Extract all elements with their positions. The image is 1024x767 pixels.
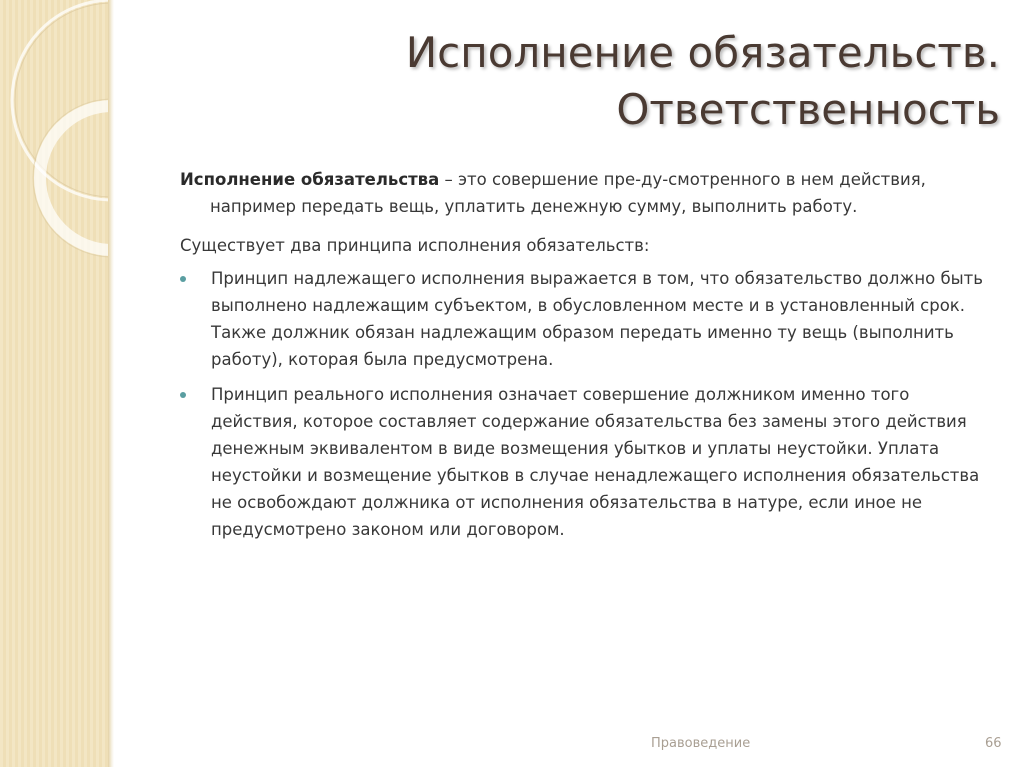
- slide-title: [280, 24, 1000, 138]
- definition-paragraph: [180, 166, 990, 220]
- title-line-1: Исполнение обязательств.: [405, 28, 1000, 77]
- list-item: [180, 381, 990, 543]
- list-item: [180, 265, 990, 373]
- footer-label: Правоведение: [651, 736, 751, 751]
- decorative-circles-icon: [0, 0, 108, 767]
- page-number: 66: [985, 736, 1002, 751]
- bullet-text: Принцип надлежащего исполнения выражается в том, что обязательство должно быть выполнено надлежащим субъектом, в обусловленном месте и в установленный срок. Также должник обязан надлежащим образом передать именно ту вещь (выполнить работу), которая была предусмотрена.: [211, 269, 983, 369]
- side-band-edge: [108, 0, 114, 767]
- definition-text: – это совершение пре-ду-смотренного в нем действия, например передать вещь, уплатить денежную сумму, выполнить работу.: [210, 170, 926, 216]
- bullet-dot-icon: [180, 392, 186, 398]
- definition-term: Исполнение обязательства: [180, 170, 440, 189]
- title-line-2: Ответственность: [616, 85, 1000, 134]
- bullet-text: Принцип реального исполнения означает совершение должником именно того действия, которое составляет содержание обязательства без замены этого действия денежным эквивалентом в виде возмещения убытков и уплаты неустойки. Уплата неустойки и возмещение убытков в случае ненадлежащего исполнения обязательства не освобождают должника от исполнения обязательства в натуре, если иное не предусмотрено законом или договором.: [211, 385, 980, 539]
- principles-intro: Существует два принципа исполнения обязательств:: [180, 236, 650, 255]
- slide-body: [180, 166, 990, 551]
- bullet-dot-icon: [180, 276, 186, 282]
- decorative-side-band: [0, 0, 108, 767]
